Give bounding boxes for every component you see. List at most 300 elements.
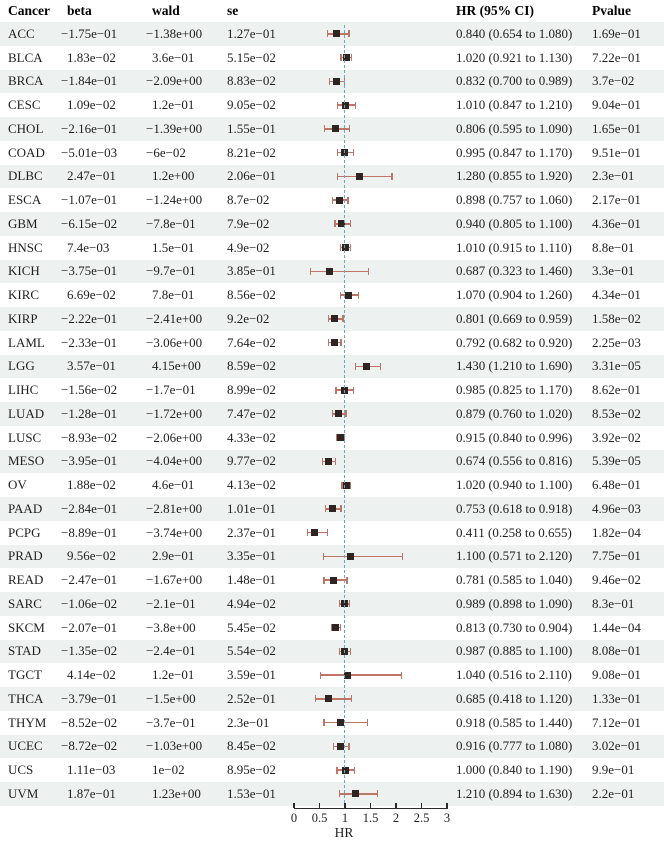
ci-cap-left xyxy=(340,54,341,61)
wald-value: 4.15e+00 xyxy=(152,358,201,374)
wald-value: −1.7e−01 xyxy=(146,382,196,398)
ci-cap-right xyxy=(349,125,350,132)
table-row xyxy=(0,711,664,735)
wald-value: −2.06e+00 xyxy=(146,429,203,445)
ci-plot-cell xyxy=(288,663,452,687)
hr-ci-value: 0.940 (0.805 to 1.100) xyxy=(456,215,573,231)
beta-value: −1.06e−02 xyxy=(61,595,118,611)
beta-value: −1.56e−02 xyxy=(61,382,118,398)
cancer-label: TGCT xyxy=(8,667,42,683)
ci-plot-cell xyxy=(288,592,452,616)
cancer-label: ACC xyxy=(8,25,35,41)
ci-cap-left xyxy=(328,339,329,346)
ci-cap-right xyxy=(368,268,369,275)
beta-value: −2.47e−01 xyxy=(61,572,118,588)
beta-value: −1.07e−01 xyxy=(61,192,118,208)
wald-value: −6e−02 xyxy=(146,144,186,160)
table-row xyxy=(0,188,664,212)
ci-line xyxy=(315,698,351,699)
ci-cap-left xyxy=(323,577,324,584)
se-value: 8.21e−02 xyxy=(227,144,276,160)
cancer-label: UCS xyxy=(8,762,34,778)
hr-ci-value: 0.898 (0.757 to 1.060) xyxy=(456,192,573,208)
hr-ci-value: 0.989 (0.898 to 1.090) xyxy=(456,595,573,611)
table-row xyxy=(0,640,664,664)
beta-value: −2.16e−01 xyxy=(61,120,118,136)
ci-cap-left xyxy=(315,695,316,702)
hr-ci-value: 1.010 (0.915 to 1.110) xyxy=(456,239,572,255)
table-row xyxy=(0,568,664,592)
ci-plot-cell xyxy=(288,687,452,711)
beta-value: −3.75e−01 xyxy=(61,263,118,279)
ci-cap-left xyxy=(322,458,323,465)
se-value: 9.77e−02 xyxy=(227,453,276,469)
ci-plot-cell xyxy=(288,355,452,379)
axis-tick-label: 1 xyxy=(341,811,349,825)
cancer-label: READ xyxy=(8,572,44,588)
hr-marker xyxy=(329,505,336,512)
cancer-label: HNSC xyxy=(8,239,43,255)
hr-ci-value: 0.916 (0.777 to 1.080) xyxy=(456,738,573,754)
cancer-label: LIHC xyxy=(8,382,39,398)
axis-tick xyxy=(344,803,345,808)
cancer-label: ESCA xyxy=(8,192,42,208)
ci-plot-cell xyxy=(288,521,452,545)
reference-line xyxy=(344,25,345,808)
hr-ci-value: 0.995 (0.847 to 1.170) xyxy=(456,144,573,160)
ci-cap-right xyxy=(335,458,336,465)
cancer-label: STAD xyxy=(8,643,41,659)
ci-cap-right xyxy=(340,505,341,512)
beta-value: −8.72e−02 xyxy=(61,738,118,754)
pvalue: 7.22e−01 xyxy=(592,49,641,65)
cancer-label: GBM xyxy=(8,215,38,231)
ci-plot-cell xyxy=(288,141,452,165)
wald-value: 1.2e+00 xyxy=(152,168,195,184)
cancer-label: KIRP xyxy=(8,310,38,326)
se-value: 8.7e−02 xyxy=(227,192,270,208)
wald-value: −2.81e+00 xyxy=(146,500,203,516)
pvalue: 4.34e−01 xyxy=(592,287,641,303)
axis-tick-label: 0 xyxy=(290,811,298,825)
table-row xyxy=(0,283,664,307)
hr-marker xyxy=(337,719,344,726)
se-value: 8.99e−02 xyxy=(227,382,276,398)
pvalue: 1.82e−04 xyxy=(592,524,641,540)
cancer-label: KIRC xyxy=(8,287,40,303)
hr-ci-value: 1.020 (0.940 to 1.100) xyxy=(456,477,573,493)
wald-value: −3.7e−01 xyxy=(146,714,196,730)
ci-cap-right xyxy=(340,624,341,631)
hr-marker xyxy=(332,624,339,631)
se-value: 1.27e−01 xyxy=(227,25,276,41)
hr-marker xyxy=(330,577,337,584)
ci-cap-left xyxy=(340,292,341,299)
table-row xyxy=(0,212,664,236)
se-value: 7.9e−02 xyxy=(227,215,270,231)
pvalue: 1.33e−01 xyxy=(592,690,641,706)
ci-plot-cell xyxy=(288,735,452,759)
beta-value: −8.93e−02 xyxy=(61,429,118,445)
se-value: 5.45e−02 xyxy=(227,619,276,635)
pvalue: 8.62e−01 xyxy=(592,382,641,398)
beta-value: −2.33e−01 xyxy=(61,334,118,350)
axis-tick xyxy=(319,803,320,808)
table-row xyxy=(0,402,664,426)
ci-cap-right xyxy=(349,600,350,607)
table-row xyxy=(0,46,664,70)
hr-marker xyxy=(363,363,370,370)
beta-value: −5.01e−03 xyxy=(61,144,118,160)
pvalue: 8.08e−01 xyxy=(592,643,641,659)
axis-tick xyxy=(293,803,294,808)
pvalue: 1.65e−01 xyxy=(592,120,641,136)
header-cancer: Cancer xyxy=(8,3,50,18)
ci-cap-left xyxy=(323,553,324,560)
x-axis-title: HR xyxy=(334,825,354,840)
cancer-label: LUAD xyxy=(8,405,45,421)
ci-plot-cell xyxy=(288,378,452,402)
ci-cap-left xyxy=(337,173,338,180)
ci-cap-right xyxy=(348,30,349,37)
pvalue: 6.48e−01 xyxy=(592,477,641,493)
wald-value: 1e−02 xyxy=(152,762,185,778)
ci-plot-cell xyxy=(288,426,452,450)
cancer-label: PCPG xyxy=(8,524,41,540)
se-value: 8.83e−02 xyxy=(227,73,276,89)
hr-marker xyxy=(325,695,332,702)
cancer-label: LGG xyxy=(8,358,35,374)
ci-cap-left xyxy=(337,102,338,109)
ci-plot-cell xyxy=(288,640,452,664)
pvalue: 4.36e−01 xyxy=(592,215,641,231)
axis-tick-label: 2.5 xyxy=(413,811,430,825)
table-row xyxy=(0,70,664,94)
hr-marker xyxy=(336,197,343,204)
ci-plot-cell xyxy=(288,46,452,70)
pvalue: 5.39e−05 xyxy=(592,453,641,469)
se-value: 3.35e−01 xyxy=(227,548,276,564)
hr-ci-value: 1.020 (0.921 to 1.130) xyxy=(456,49,573,65)
wald-value: −3.06e+00 xyxy=(146,334,203,350)
pvalue: 2.2e−01 xyxy=(592,785,635,801)
ci-plot-cell xyxy=(288,70,452,94)
hr-marker xyxy=(347,553,354,560)
table-row xyxy=(0,450,664,474)
se-value: 7.64e−02 xyxy=(227,334,276,350)
axis-tick xyxy=(370,803,371,808)
ci-cap-left xyxy=(320,672,321,679)
table-row xyxy=(0,473,664,497)
wald-value: −1.38e+00 xyxy=(146,25,203,41)
pvalue: 8.8e−01 xyxy=(592,239,635,255)
table-row xyxy=(0,545,664,569)
pvalue: 2.25e−03 xyxy=(592,334,641,350)
se-value: 4.9e−02 xyxy=(227,239,270,255)
table-row xyxy=(0,93,664,117)
ci-line xyxy=(324,722,368,723)
ci-cap-left xyxy=(337,149,338,156)
table-row xyxy=(0,497,664,521)
beta-value: 6.69e−02 xyxy=(67,287,116,303)
ci-plot-cell xyxy=(288,616,452,640)
cancer-label: UVM xyxy=(8,785,39,801)
se-value: 8.59e−02 xyxy=(227,358,276,374)
ci-cap-right xyxy=(391,173,392,180)
table-row xyxy=(0,663,664,687)
hr-ci-value: 0.813 (0.730 to 0.904) xyxy=(456,619,573,635)
cancer-label: BLCA xyxy=(8,49,43,65)
pvalue: 9.04e−01 xyxy=(592,97,641,113)
table-row xyxy=(0,117,664,141)
hr-ci-value: 1.000 (0.840 to 1.190) xyxy=(456,762,573,778)
ci-cap-left xyxy=(332,410,333,417)
ci-cap-left xyxy=(334,220,335,227)
pvalue: 3.92e−02 xyxy=(592,429,641,445)
beta-value: −6.15e−02 xyxy=(61,215,118,231)
ci-cap-right xyxy=(350,482,351,489)
beta-value: −8.89e−01 xyxy=(61,524,118,540)
hr-marker xyxy=(333,78,340,85)
ci-cap-right xyxy=(345,410,346,417)
beta-value: 1.87e−01 xyxy=(67,785,116,801)
ci-cap-left xyxy=(310,268,311,275)
cancer-label: LUSC xyxy=(8,429,42,445)
ci-cap-right xyxy=(347,197,348,204)
hr-marker xyxy=(335,410,342,417)
hr-ci-value: 1.070 (0.904 to 1.260) xyxy=(456,287,573,303)
ci-cap-right xyxy=(380,363,381,370)
table-row xyxy=(0,307,664,331)
hr-marker xyxy=(311,529,318,536)
table-row xyxy=(0,355,664,379)
ci-plot-cell xyxy=(288,22,452,46)
ci-cap-right xyxy=(358,292,359,299)
ci-plot-cell xyxy=(288,758,452,782)
hr-ci-value: 0.674 (0.556 to 0.816) xyxy=(456,453,573,469)
se-value: 9.2e−02 xyxy=(227,310,270,326)
table-row xyxy=(0,758,664,782)
ci-cap-right xyxy=(353,149,354,156)
pvalue: 7.75e−01 xyxy=(592,548,641,564)
wald-value: 1.2e−01 xyxy=(152,667,195,683)
ci-cap-right xyxy=(327,529,328,536)
ci-plot-cell xyxy=(288,568,452,592)
beta-value: 9.56e−02 xyxy=(67,548,116,564)
table-header xyxy=(0,0,664,22)
ci-cap-right xyxy=(401,672,402,679)
se-value: 2.3e−01 xyxy=(227,714,270,730)
hr-ci-value: 1.100 (0.571 to 2.120) xyxy=(456,548,573,564)
pvalue: 9.08e−01 xyxy=(592,667,641,683)
ci-plot-cell xyxy=(288,283,452,307)
beta-value: −2.22e−01 xyxy=(61,310,118,326)
table-row xyxy=(0,521,664,545)
wald-value: 1.5e−01 xyxy=(152,239,195,255)
wald-value: −2.1e−01 xyxy=(146,595,196,611)
hr-marker xyxy=(332,125,339,132)
ci-plot-cell xyxy=(288,473,452,497)
hr-marker xyxy=(342,244,349,251)
pvalue: 2.3e−01 xyxy=(592,168,635,184)
beta-value: −1.75e−01 xyxy=(61,25,118,41)
beta-value: 2.47e−01 xyxy=(67,168,116,184)
hr-ci-value: 0.792 (0.682 to 0.920) xyxy=(456,334,573,350)
header-se: se xyxy=(227,3,239,18)
ci-cap-right xyxy=(340,339,341,346)
ci-cap-left xyxy=(355,363,356,370)
ci-plot-cell xyxy=(288,165,452,189)
beta-value: −1.35e−02 xyxy=(61,643,118,659)
ci-cap-left xyxy=(325,505,326,512)
se-value: 2.06e−01 xyxy=(227,168,276,184)
wald-value: −1.03e+00 xyxy=(146,738,203,754)
header-beta: beta xyxy=(67,3,92,18)
beta-value: 1.83e−02 xyxy=(67,49,116,65)
hr-marker xyxy=(345,292,352,299)
pvalue: 1.58e−02 xyxy=(592,310,641,326)
se-value: 4.13e−02 xyxy=(227,477,276,493)
se-value: 1.48e−01 xyxy=(227,572,276,588)
ci-cap-right xyxy=(355,102,356,109)
pvalue: 1.69e−01 xyxy=(592,25,641,41)
ci-cap-right xyxy=(350,648,351,655)
pvalue: 3.7e−02 xyxy=(592,73,635,89)
table-row xyxy=(0,378,664,402)
cancer-label: OV xyxy=(8,477,27,493)
hr-ci-value: 0.685 (0.418 to 1.120) xyxy=(456,690,573,706)
table-row xyxy=(0,22,664,46)
ci-cap-right xyxy=(351,54,352,61)
beta-value: −3.95e−01 xyxy=(61,453,118,469)
pvalue: 3.3e−01 xyxy=(592,263,635,279)
header-hr-ci: HR (95% CI) xyxy=(456,3,534,18)
se-value: 8.56e−02 xyxy=(227,287,276,303)
hr-marker xyxy=(331,339,338,346)
hr-marker xyxy=(326,268,333,275)
hr-marker xyxy=(325,458,332,465)
beta-value: 4.14e−02 xyxy=(67,667,116,683)
se-value: 9.05e−02 xyxy=(227,97,276,113)
hr-ci-value: 1.210 (0.894 to 1.630) xyxy=(456,785,573,801)
cancer-label: THCA xyxy=(8,690,44,706)
pvalue: 8.53e−02 xyxy=(592,405,641,421)
cancer-label: SKCM xyxy=(8,619,45,635)
beta-value: 3.57e−01 xyxy=(67,358,116,374)
ci-plot-cell xyxy=(288,331,452,355)
ci-plot-cell xyxy=(288,93,452,117)
hr-ci-value: 1.040 (0.516 to 2.110) xyxy=(456,667,572,683)
table-row xyxy=(0,616,664,640)
wald-value: 4.6e−01 xyxy=(152,477,195,493)
pvalue: 8.3e−01 xyxy=(592,595,635,611)
table-row xyxy=(0,141,664,165)
beta-value: −2.84e−01 xyxy=(61,500,118,516)
se-value: 1.53e−01 xyxy=(227,785,276,801)
wald-value: −1.67e+00 xyxy=(146,572,203,588)
hr-marker xyxy=(331,315,338,322)
cancer-label: PRAD xyxy=(8,548,43,564)
se-value: 4.94e−02 xyxy=(227,595,276,611)
cancer-label: UCEC xyxy=(8,738,43,754)
ci-plot-cell xyxy=(288,212,452,236)
ci-cap-left xyxy=(339,790,340,797)
ci-plot-cell xyxy=(288,497,452,521)
hr-marker xyxy=(333,30,340,37)
se-value: 3.85e−01 xyxy=(227,263,276,279)
cancer-label: DLBC xyxy=(8,168,43,184)
wald-value: −1.24e+00 xyxy=(146,192,203,208)
ci-cap-left xyxy=(336,767,337,774)
ci-cap-right xyxy=(350,220,351,227)
hr-marker xyxy=(342,102,349,109)
wald-value: −4.04e+00 xyxy=(146,453,203,469)
cancer-label: MESO xyxy=(8,453,45,469)
hr-marker xyxy=(352,790,359,797)
hr-ci-value: 0.411 (0.258 to 0.655) xyxy=(456,524,572,540)
wald-value: 1.2e−01 xyxy=(152,97,195,113)
axis-tick-label: 1.5 xyxy=(362,811,379,825)
hr-ci-value: 0.987 (0.885 to 1.100) xyxy=(456,643,573,659)
pvalue: 4.96e−03 xyxy=(592,500,641,516)
se-value: 5.15e−02 xyxy=(227,49,276,65)
beta-value: 1.09e−02 xyxy=(67,97,116,113)
wald-value: −1.72e+00 xyxy=(146,405,203,421)
pvalue: 9.9e−01 xyxy=(592,762,635,778)
ci-line xyxy=(310,271,368,272)
hr-ci-value: 0.840 (0.654 to 1.080) xyxy=(456,25,573,41)
axis-tick-label: 2 xyxy=(392,811,400,825)
ci-cap-left xyxy=(329,78,330,85)
beta-value: 1.88e−02 xyxy=(67,477,116,493)
table-row xyxy=(0,426,664,450)
table-row xyxy=(0,592,664,616)
pvalue: 9.51e−01 xyxy=(592,144,641,160)
beta-value: −2.07e−01 xyxy=(61,619,118,635)
ci-plot-cell xyxy=(288,711,452,735)
cancer-label: COAD xyxy=(8,144,45,160)
hr-ci-value: 0.806 (0.595 to 1.090) xyxy=(456,120,573,136)
beta-value: −1.84e−01 xyxy=(61,73,118,89)
se-value: 2.52e−01 xyxy=(227,690,276,706)
cancer-label: CHOL xyxy=(8,120,44,136)
hr-ci-value: 0.879 (0.760 to 1.020) xyxy=(456,405,573,421)
hr-ci-value: 0.753 (0.618 to 0.918) xyxy=(456,500,573,516)
table-row xyxy=(0,236,664,260)
table-row xyxy=(0,782,664,806)
se-value: 5.54e−02 xyxy=(227,643,276,659)
ci-plot-cell xyxy=(288,117,452,141)
hr-ci-value: 1.010 (0.847 to 1.210) xyxy=(456,97,573,113)
wald-value: −3.8e+00 xyxy=(146,619,196,635)
table-row xyxy=(0,687,664,711)
cancer-label: PAAD xyxy=(8,500,43,516)
ci-line xyxy=(338,176,392,177)
ci-cap-left xyxy=(307,529,308,536)
se-value: 4.33e−02 xyxy=(227,429,276,445)
ci-cap-right xyxy=(346,577,347,584)
cancer-label: THYM xyxy=(8,714,47,730)
ci-plot-cell xyxy=(288,545,452,569)
hr-ci-value: 1.280 (0.855 to 1.920) xyxy=(456,168,573,184)
cancer-label: BRCA xyxy=(8,73,44,89)
cancer-label: LAML xyxy=(8,334,45,350)
beta-value: −3.79e−01 xyxy=(61,690,118,706)
ci-cap-right xyxy=(350,244,351,251)
ci-plot-cell xyxy=(288,450,452,474)
axis-tick xyxy=(446,803,447,808)
beta-value: −1.28e−01 xyxy=(61,405,118,421)
